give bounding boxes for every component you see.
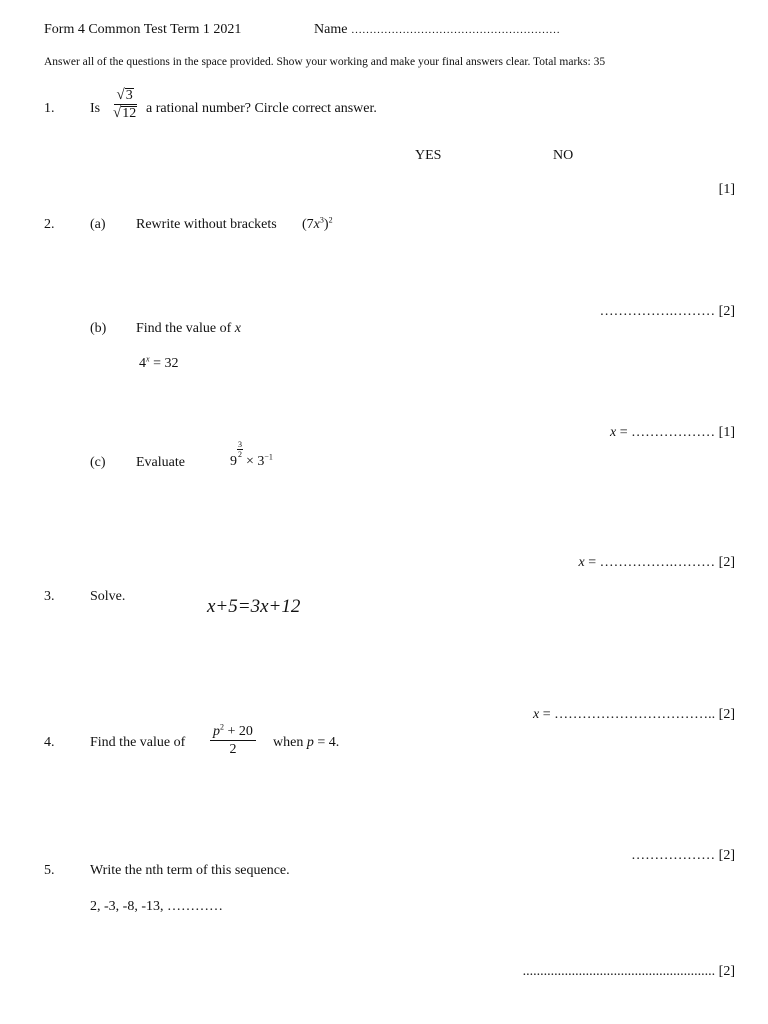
q2c-text: Evaluate xyxy=(136,455,185,470)
q1-num-radicand: 3 xyxy=(125,88,133,103)
q2a-expr-close: ) xyxy=(323,217,329,232)
q4-when-rest: = 4. xyxy=(313,735,340,750)
q2b-var: x xyxy=(234,321,241,336)
instructions: Answer all of the questions in the space provided. Show your working and make your final answers clear. Total marks: 35 xyxy=(44,56,606,68)
q1-yes-option[interactable]: YES xyxy=(415,148,442,163)
q5-sequence: 2, -3, -8, -13, ………… xyxy=(90,899,223,914)
q2b-text-main: Find the value of xyxy=(136,321,232,336)
q2c-answer-var: x xyxy=(578,555,585,570)
q2b-eq-exp: x xyxy=(146,354,150,364)
q2a-expression xyxy=(302,217,333,233)
q3-text: Solve. xyxy=(90,589,126,604)
q2c-base: 9 xyxy=(230,454,237,469)
q2c-rest-exp: −1 xyxy=(264,452,273,462)
q3-number: 3. xyxy=(44,589,55,604)
q2a-expr-var: x xyxy=(313,217,320,232)
q2-number: 2. xyxy=(44,217,55,232)
q2c-rest: × 3 xyxy=(246,454,265,469)
q2c-expression xyxy=(230,440,273,470)
q5-number: 5. xyxy=(44,863,55,878)
q2c-exp-den: 2 xyxy=(238,450,242,459)
q2b-equation xyxy=(139,356,178,372)
q2a-expr-outer-exp: 2 xyxy=(328,215,333,225)
q4-frac-den: 2 xyxy=(229,742,237,757)
q4-frac-exp: 2 xyxy=(220,722,224,732)
q1-is: Is xyxy=(90,101,101,116)
name-field[interactable] xyxy=(314,22,560,38)
q1-text: a rational number? Circle correct answer. xyxy=(146,101,377,116)
q2a-expr-exp: 3 xyxy=(319,215,324,225)
q3-equation: x+5=3x+12 xyxy=(207,596,301,617)
q2c-answer-dots: = …………….……… [2] xyxy=(584,555,735,570)
q4-number: 4. xyxy=(44,735,55,750)
q2b-text xyxy=(136,321,241,337)
q2b-eq-base: 4 xyxy=(139,356,146,371)
q4-fraction xyxy=(210,724,256,757)
q4-frac-var: p xyxy=(213,724,220,739)
q2b-answer-line[interactable] xyxy=(610,425,735,441)
q2b-answer-var: x xyxy=(610,425,617,440)
q1-marks: [1] xyxy=(718,182,735,197)
q4-when xyxy=(273,735,339,751)
q1-no-option[interactable]: NO xyxy=(553,148,574,163)
q1-den-radicand: 12 xyxy=(122,106,137,121)
q2a-expr-open: (7 xyxy=(302,217,314,232)
name-label: Name xyxy=(314,22,348,37)
q3-answer-line[interactable] xyxy=(533,707,735,723)
q2c-label: (c) xyxy=(90,455,106,470)
q1-number: 1. xyxy=(44,101,55,116)
name-dots: ………………………………………………… xyxy=(350,24,560,36)
q4-text: Find the value of xyxy=(90,735,186,750)
q2a-text: Rewrite without brackets xyxy=(136,217,277,232)
q2a-label: (a) xyxy=(90,217,106,232)
q2c-exp-num: 3 xyxy=(238,440,242,449)
q2b-answer-dots: = ……………… [1] xyxy=(616,425,735,440)
q2b-eq-rest: = 32 xyxy=(149,356,179,371)
q4-when-var: p xyxy=(306,735,314,750)
q4-when-word: when xyxy=(273,735,304,750)
q3-answer-dots: = …………………………….. [2] xyxy=(539,707,735,722)
q5-text: Write the nth term of this sequence. xyxy=(90,863,290,878)
q2b-label: (b) xyxy=(90,321,107,336)
q2c-answer-line[interactable] xyxy=(579,555,735,571)
q3-answer-var: x xyxy=(533,707,540,722)
q5-answer-line[interactable]: ....................................................... [2] xyxy=(522,964,735,979)
test-title: Form 4 Common Test Term 1 2021 xyxy=(44,22,242,37)
q1-fraction: √ 3 √ 12 xyxy=(113,87,137,121)
q4-frac-num-rest: + 20 xyxy=(224,724,253,739)
q2a-answer-line[interactable]: …………….……… [2] xyxy=(599,304,735,319)
q4-answer-line[interactable]: ……………… [2] xyxy=(631,848,735,863)
